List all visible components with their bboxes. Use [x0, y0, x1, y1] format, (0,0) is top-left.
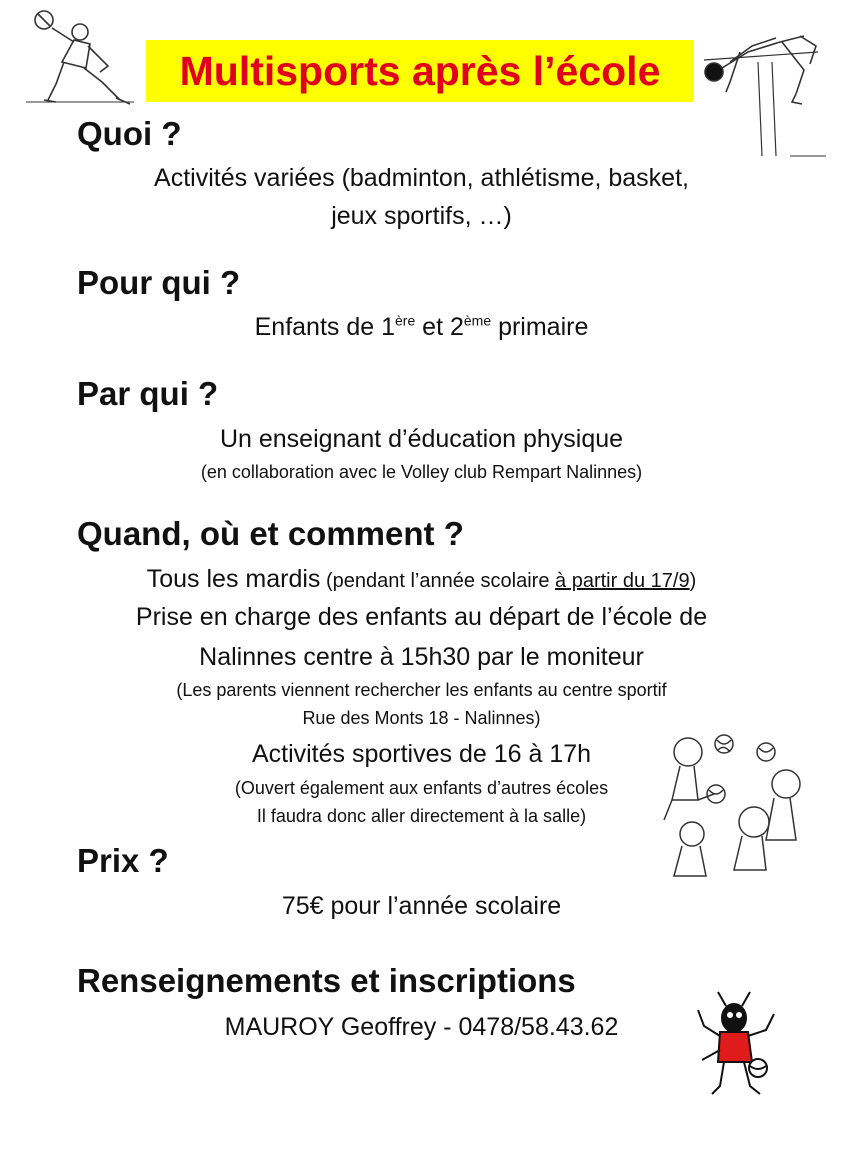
page-title: Multisports après l’école — [146, 40, 694, 102]
quand-pendant: (pendant l’année scolaire — [320, 570, 556, 592]
quand-line-3: Nalinnes centre à 15h30 par le moniteur — [199, 643, 644, 671]
high-jumper-drawing — [700, 22, 832, 162]
quand-line-2: Prise en charge des enfants au départ de l’école de — [135, 603, 708, 631]
heading-quand: Quand, où et comment ? — [77, 515, 464, 552]
heading-par-qui: Par qui ? — [77, 375, 219, 412]
pour-qui-text — [0, 310, 843, 344]
pour-qui-sup-1: ère — [395, 312, 416, 329]
par-qui-line-2: (en collaboration avec le Volley club Rempart Nalinnes) — [200, 462, 643, 482]
pour-qui-part-1: Enfants de 1 — [254, 313, 395, 341]
quand-date: à partir du 17/9 — [555, 570, 690, 592]
quoi-line-1: Activités variées (badminton, athlétisme, basket, — [154, 164, 689, 192]
pour-qui-part-3: primaire — [491, 313, 589, 341]
prix-line: 75€ pour l’année scolaire — [281, 892, 562, 920]
heading-pour-qui: Pour qui ? — [77, 264, 241, 301]
quand-line-4: (Les parents viennent rechercher les enfants au centre sportif — [176, 680, 667, 700]
quand-close-paren: ) — [689, 570, 697, 592]
quand-line-8: Il faudra donc aller directement à la salle) — [256, 806, 587, 826]
par-qui-line-1: Un enseignant d’éducation physique — [219, 425, 624, 453]
ant-mascot-drawing — [690, 990, 790, 1105]
quand-tous-les-mardis: Tous les mardis — [146, 565, 321, 593]
quoi-line-2: jeux sportifs, …) — [331, 202, 512, 230]
quand-line-5: Rue des Monts 18 - Nalinnes) — [302, 708, 541, 728]
contact-line: MAUROY Geoffrey - 0478/58.43.62 — [224, 1013, 619, 1041]
pour-qui-part-2: et 2 — [415, 313, 464, 341]
heading-prix: Prix ? — [77, 842, 169, 879]
heading-quoi: Quoi ? — [77, 115, 182, 152]
pour-qui-sup-2: ème — [463, 312, 492, 329]
quand-line-7: (Ouvert également aux enfants d’autres écoles — [234, 778, 609, 798]
heading-renseignements: Renseignements et inscriptions — [77, 962, 576, 999]
quand-line-1 — [0, 562, 843, 596]
basketball-player-drawing — [22, 6, 140, 116]
quand-line-6: Activités sportives de 16 à 17h — [251, 740, 592, 768]
